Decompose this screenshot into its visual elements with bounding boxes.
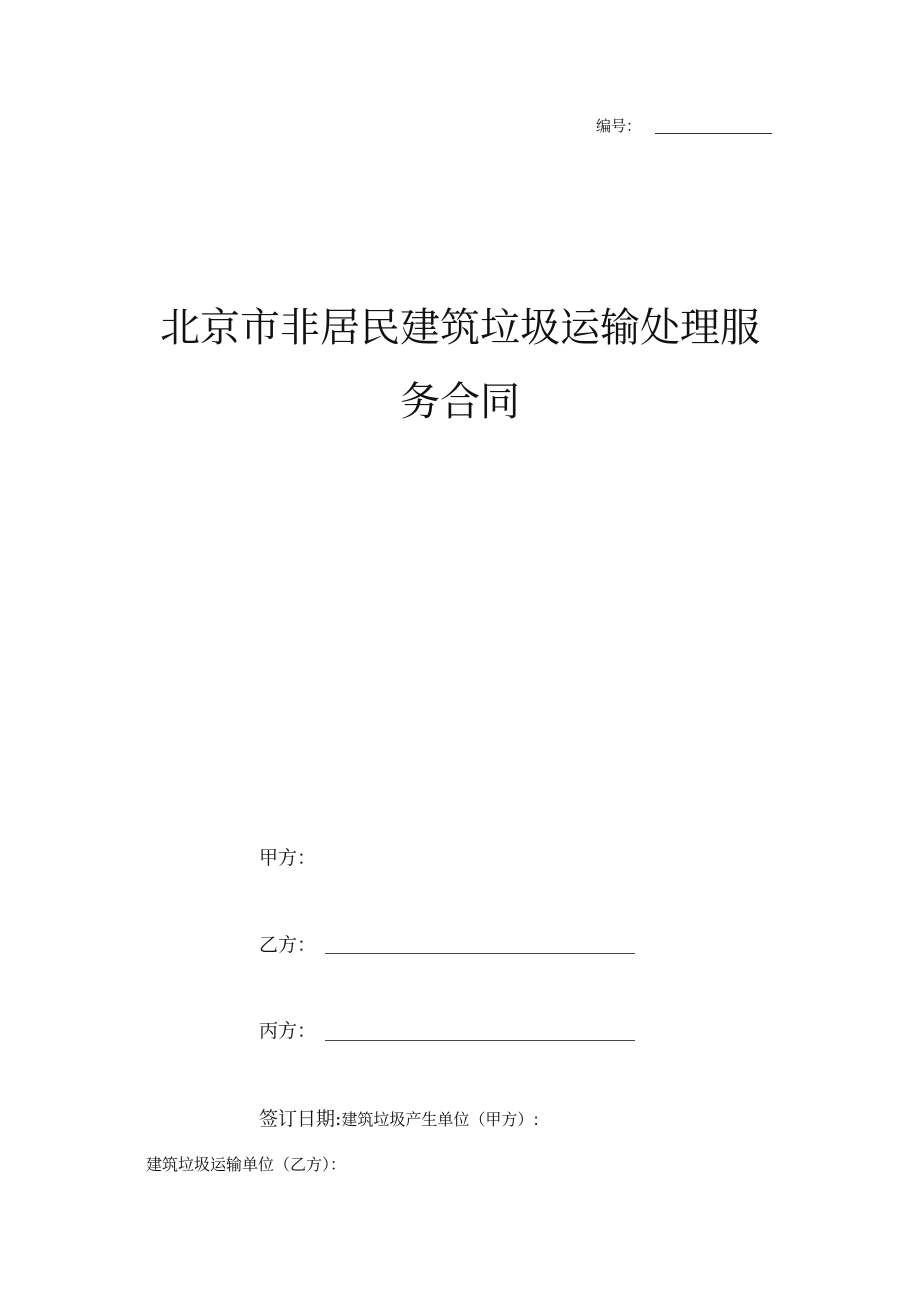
transport-unit-label: 建筑垃圾运输单位（乙方）： bbox=[146, 1155, 347, 1174]
party-a-label: 甲方： bbox=[259, 847, 317, 869]
party-b-label: 乙方： bbox=[259, 934, 317, 956]
party-b-blank-line bbox=[325, 953, 635, 954]
party-c-blank-line bbox=[325, 1040, 635, 1041]
serial-number-blank-line bbox=[655, 133, 772, 134]
producer-unit-label: 建筑垃圾产生单位（甲方）: bbox=[341, 1110, 539, 1129]
signing-date-label: 签订日期: bbox=[259, 1108, 342, 1130]
serial-number-label: 编号： bbox=[596, 117, 642, 135]
party-c-label: 丙方： bbox=[259, 1020, 317, 1042]
signing-date-row bbox=[259, 1106, 539, 1133]
contract-title-line-2: 务合同 bbox=[400, 379, 520, 425]
contract-title-line-1: 北京市非居民建筑垃圾运输处理服 bbox=[160, 305, 760, 351]
